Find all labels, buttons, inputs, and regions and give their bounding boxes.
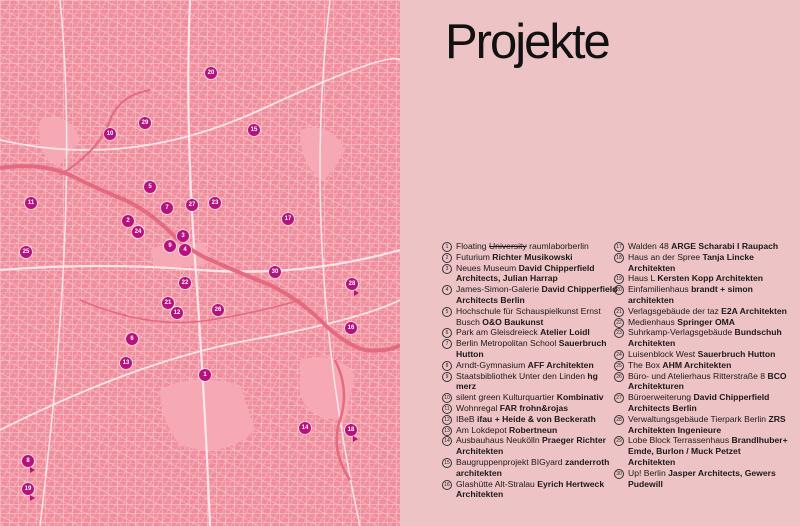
project-item[interactable] xyxy=(614,360,790,371)
map-marker[interactable]: 14 xyxy=(299,422,311,434)
project-item[interactable] xyxy=(442,425,618,436)
project-item[interactable] xyxy=(442,360,618,371)
project-name: silent green Kulturquartier xyxy=(456,392,555,403)
project-name: Lobe Block Terrassenhaus xyxy=(628,435,730,446)
project-number-badge: 14 xyxy=(442,436,452,446)
project-number-badge: 22 xyxy=(614,318,624,328)
project-name: The Box xyxy=(628,359,661,370)
project-list-left xyxy=(442,241,618,500)
project-architect: hg merz xyxy=(456,370,598,392)
project-architect: brandt + simon architekten xyxy=(628,284,753,305)
map-marker[interactable]: 24 xyxy=(132,226,144,238)
marker-pointer-icon xyxy=(353,436,358,442)
project-name: Suhrkamp-Verlagsgebäude xyxy=(628,327,733,338)
map-marker[interactable]: 2 xyxy=(122,215,134,227)
project-architect: David Chipperfield Architects Berlin xyxy=(628,392,770,413)
map-marker[interactable]: 10 xyxy=(104,128,116,140)
project-architect: Eyrich Hertweck Architekten xyxy=(456,478,605,500)
project-number-badge: 18 xyxy=(614,253,624,263)
map-marker[interactable]: 1 xyxy=(199,369,211,381)
project-name: Einfamilienhaus xyxy=(628,284,689,295)
project-number-badge: 2 xyxy=(442,253,452,263)
project-name: Futurium xyxy=(456,251,490,262)
project-name: James-Simon-Galerie xyxy=(456,284,540,295)
map-marker[interactable]: 13 xyxy=(120,357,132,369)
project-name: Arndt-Gymnasium xyxy=(456,359,526,370)
project-number-badge: 6 xyxy=(442,328,452,338)
map-marker[interactable]: 26 xyxy=(212,304,224,316)
project-number-badge: 23 xyxy=(614,328,624,338)
project-name: Baugruppenprojekt BIGyard xyxy=(456,456,563,467)
project-architect: David Chipperfield Architects, Julian Harrap xyxy=(456,262,595,284)
project-item[interactable] xyxy=(442,306,618,328)
project-name: Hochschule für Schauspielkunst Ernst Busch xyxy=(456,305,601,327)
page-title: Projekte xyxy=(445,15,609,69)
project-number-badge: 10 xyxy=(442,393,452,403)
project-architect: BCO Architekturen xyxy=(628,370,787,392)
project-architect: Richter Musikowski xyxy=(492,251,573,262)
map-marker[interactable]: 30 xyxy=(269,266,281,278)
project-item[interactable] xyxy=(614,327,790,349)
project-item[interactable] xyxy=(614,435,790,467)
project-list-right xyxy=(614,241,790,489)
project-name: Ausbauhaus Neukölln xyxy=(456,435,540,446)
project-name-struck: University xyxy=(488,241,527,251)
project-number-badge: 5 xyxy=(442,307,452,317)
project-name: Up! Berlin xyxy=(628,467,666,478)
marker-pointer-icon xyxy=(354,290,359,296)
map-marker[interactable]: 7 xyxy=(161,202,173,214)
project-number-badge: 24 xyxy=(614,350,624,360)
project-architect: Brandlhuber+ Emde, Burlon / Muck Petzet Architekten xyxy=(628,435,788,467)
project-number-badge: 4 xyxy=(442,285,452,295)
project-item[interactable] xyxy=(442,327,618,338)
project-name: Luisenblock West xyxy=(628,348,696,359)
map-marker[interactable]: 29 xyxy=(139,117,151,129)
project-item[interactable] xyxy=(442,284,618,306)
project-name: Medienhaus xyxy=(628,316,675,327)
project-name: Büro- und Atelierhaus Ritterstraße 8 xyxy=(628,370,766,381)
project-number-badge: 3 xyxy=(442,264,452,274)
project-name: Neues Museum xyxy=(456,262,517,273)
project-name: Park am Gleisdreieck xyxy=(456,327,538,338)
project-architect: Sauerbruch Hutton xyxy=(697,348,776,359)
project-item[interactable] xyxy=(614,349,790,360)
map-marker[interactable]: 20 xyxy=(205,67,217,79)
project-name: Haus an der Spree xyxy=(628,251,701,262)
project-item[interactable] xyxy=(442,252,618,263)
project-name-suffix: raumlaborberlin xyxy=(529,241,589,251)
project-item[interactable] xyxy=(614,252,790,274)
project-architect: ARGE Scharabi I Raupach xyxy=(671,241,779,251)
project-number-badge: 20 xyxy=(614,285,624,295)
project-number-badge: 26 xyxy=(614,372,624,382)
project-architect: Praeger Richter Architekten xyxy=(456,435,607,457)
project-architect: AHM Architekten xyxy=(662,359,732,370)
project-name: IBeB xyxy=(456,413,475,424)
map-marker[interactable]: 6 xyxy=(126,333,138,345)
project-number-badge: 25 xyxy=(614,361,624,371)
project-item[interactable] xyxy=(614,414,790,436)
project-name: Am Lokdepot xyxy=(456,424,507,435)
map-marker[interactable]: 8 xyxy=(22,455,34,467)
project-architect: zanderroth architekten xyxy=(456,456,610,478)
map-marker[interactable]: 12 xyxy=(171,307,183,319)
map-marker[interactable]: 23 xyxy=(209,197,221,209)
project-architect: Kersten Kopp Architekten xyxy=(657,273,764,284)
project-architect: Kombinativ xyxy=(556,392,604,403)
project-item[interactable] xyxy=(614,241,790,252)
project-item[interactable] xyxy=(614,317,790,328)
map-marker[interactable]: 22 xyxy=(179,277,191,289)
project-item[interactable] xyxy=(442,435,618,457)
project-number-badge: 21 xyxy=(614,307,624,317)
project-name: Staatsbibliothek Unter den Linden xyxy=(456,370,585,381)
project-number-badge: 17 xyxy=(614,242,624,252)
map-marker[interactable]: 21 xyxy=(162,297,174,309)
map-credit xyxy=(362,300,372,520)
project-architect: FAR frohn&rojas xyxy=(499,402,569,413)
project-name: Büroerweiterung xyxy=(628,392,692,403)
project-architect: Atelier Loidl xyxy=(540,327,590,338)
project-item[interactable] xyxy=(442,338,618,360)
project-architect: ifau + Heide & von Beckerath xyxy=(477,413,596,424)
project-item[interactable] xyxy=(614,306,790,317)
project-number-badge: 15 xyxy=(442,458,452,468)
project-architect: Robertneun xyxy=(509,424,558,435)
project-architect: Sauerbruch Hutton xyxy=(456,338,607,359)
project-item[interactable] xyxy=(442,241,618,252)
project-architect: O&O Baukunst xyxy=(482,316,544,327)
project-item[interactable] xyxy=(442,403,618,414)
map-marker[interactable]: 18 xyxy=(345,424,357,436)
map-marker[interactable]: 5 xyxy=(144,181,156,193)
project-architect: Springer OMA xyxy=(677,316,735,327)
project-number-badge: 1 xyxy=(442,242,452,252)
map-marker[interactable]: 28 xyxy=(346,278,358,290)
project-number-badge: 30 xyxy=(614,469,624,479)
project-item[interactable] xyxy=(442,392,618,403)
marker-pointer-icon xyxy=(30,495,35,501)
project-number-badge: 19 xyxy=(614,274,624,284)
project-name: Berlin Metropolitan School xyxy=(456,338,557,349)
map-marker[interactable]: 16 xyxy=(345,322,357,334)
map-marker[interactable]: 15 xyxy=(248,124,260,136)
project-architect: AFF Architekten xyxy=(527,359,594,370)
map-marker[interactable]: 25 xyxy=(20,246,32,258)
map-marker[interactable]: 27 xyxy=(186,199,198,211)
map-marker[interactable]: 9 xyxy=(164,240,176,252)
project-item[interactable] xyxy=(442,414,618,425)
project-item[interactable] xyxy=(614,273,790,284)
project-architect: Jasper Architects, Gewers Pudewill xyxy=(628,467,776,489)
project-architect: David Chipperfield Architects Berlin xyxy=(456,284,618,305)
project-name: Glashütte Alt-Stralau xyxy=(456,478,535,489)
project-number-badge: 29 xyxy=(614,436,624,446)
project-item[interactable] xyxy=(614,284,790,306)
project-number-badge: 7 xyxy=(442,339,452,349)
project-number-badge: 13 xyxy=(442,426,452,436)
project-number-badge: 8 xyxy=(442,361,452,371)
project-item[interactable] xyxy=(442,263,618,285)
map-marker[interactable]: 11 xyxy=(25,197,37,209)
project-item[interactable] xyxy=(442,479,618,501)
marker-pointer-icon xyxy=(30,467,35,473)
project-name: Wohnregal xyxy=(456,402,498,413)
project-number-badge: 12 xyxy=(442,415,452,425)
project-architect: Bundschuh Architekten xyxy=(628,327,782,349)
project-list-panel xyxy=(400,0,800,526)
map-marker[interactable]: 17 xyxy=(282,213,294,225)
project-number-badge: 9 xyxy=(442,372,452,382)
project-item[interactable] xyxy=(614,371,790,393)
project-name: Verwaltungsgebäude Tierpark Berlin xyxy=(628,413,767,424)
project-architect: ZRS Architekten Ingenieure xyxy=(628,413,786,435)
project-name: Walden 48 xyxy=(628,241,669,251)
map-marker[interactable]: 3 xyxy=(177,230,189,242)
project-item[interactable] xyxy=(442,371,618,393)
project-number-badge: 27 xyxy=(614,393,624,403)
project-item[interactable] xyxy=(614,392,790,414)
project-item[interactable] xyxy=(614,468,790,490)
project-number-badge: 28 xyxy=(614,415,624,425)
project-number-badge: 11 xyxy=(442,404,452,414)
project-name: Haus L xyxy=(628,273,655,284)
project-number-badge: 16 xyxy=(442,480,452,490)
map-marker[interactable]: 4 xyxy=(179,244,191,256)
project-architect: Tanja Lincke Architekten xyxy=(628,251,754,273)
project-name: Floating xyxy=(456,241,487,251)
project-name: Verlagsgebäude der taz xyxy=(628,305,719,316)
project-item[interactable] xyxy=(442,457,618,479)
map-marker[interactable]: 19 xyxy=(22,483,34,495)
project-architect: E2A Architekten xyxy=(721,305,787,316)
